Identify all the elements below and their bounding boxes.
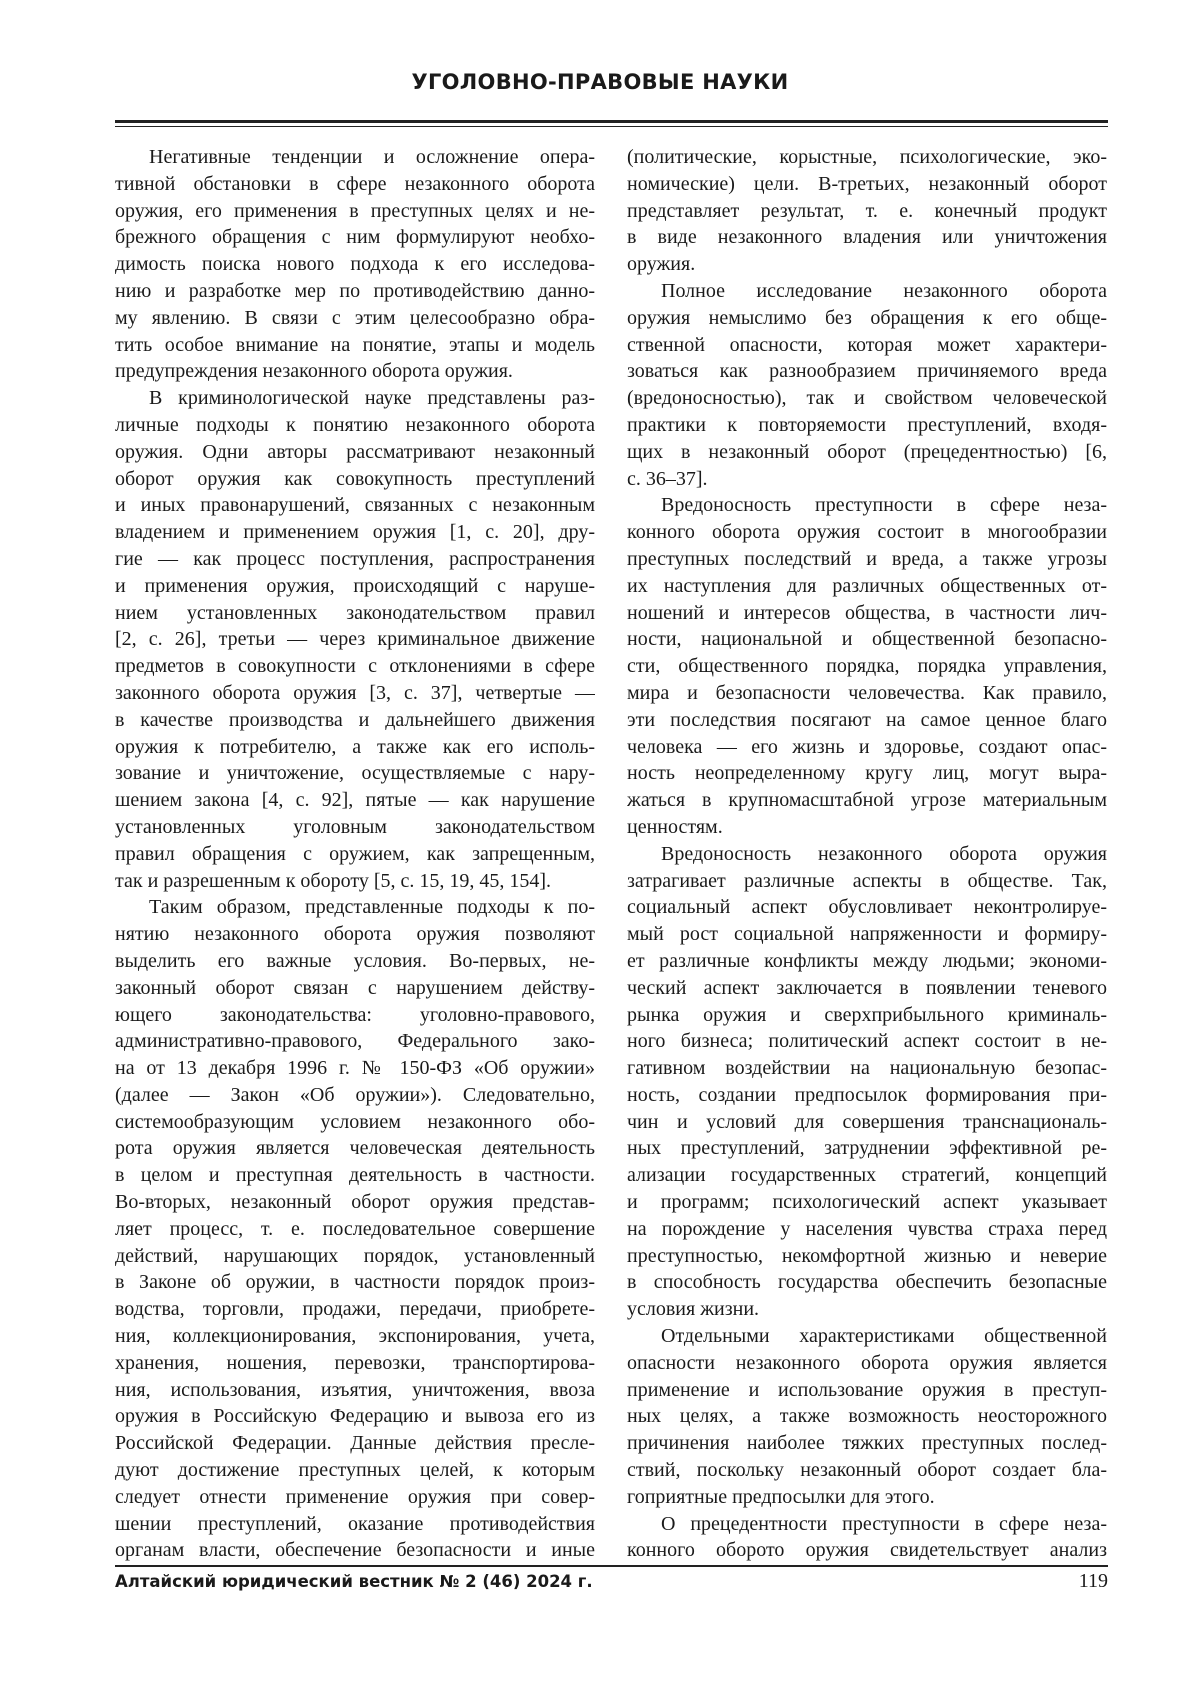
text-line: рынка оружия и сверхприбыльного криминаль- — [627, 1002, 1107, 1029]
text-line: оружия к потребителю, а также как его исполь- — [115, 734, 595, 761]
text-line: дуют достижение преступных целей, к которым — [115, 1457, 595, 1484]
text-line: применение и использование оружия в преступ- — [627, 1377, 1107, 1404]
footer-rule — [115, 1565, 1108, 1567]
text-line: их наступления для различных общественных от- — [627, 573, 1107, 600]
text-line: нию и разработке мер по противодействию данно- — [115, 278, 595, 305]
text-line: административно-правового, Федерального зако- — [115, 1028, 595, 1055]
paragraph — [115, 894, 595, 1564]
text-line: ляет процесс, т. е. последовательное совершение — [115, 1216, 595, 1243]
text-line: ственной опасности, которая может характери- — [627, 332, 1107, 359]
text-line: в способность государства обеспечить безопасные — [627, 1269, 1107, 1296]
text-line: правил обращения с оружием, как запрещенным, — [115, 841, 595, 868]
text-line: ния, коллекционирования, экспонирования, учета, — [115, 1323, 595, 1350]
text-line: Отдельными характеристиками общественной — [627, 1323, 1107, 1350]
text-line: зоваться как разнообразием причиняемого вреда — [627, 358, 1107, 385]
text-line: системообразующим условием незаконного обо- — [115, 1109, 595, 1136]
text-line: оружия. — [627, 251, 1107, 278]
text-line: и программ; психологический аспект указывает — [627, 1189, 1107, 1216]
text-line: и применения оружия, происходящий с наруше- — [115, 573, 595, 600]
text-column-left — [115, 144, 595, 1564]
text-line: хранения, ношения, перевозки, транспортирова- — [115, 1350, 595, 1377]
text-line: сти, общественного порядка, порядка управления, — [627, 653, 1107, 680]
text-line: и иных правонарушений, связанных с незаконным — [115, 492, 595, 519]
paragraph — [627, 492, 1107, 840]
text-line: Негативные тенденции и осложнение опера- — [115, 144, 595, 171]
text-line: тить особое внимание на понятие, этапы и модель — [115, 332, 595, 359]
text-line: ализации государственных стратегий, концепций — [627, 1162, 1107, 1189]
text-line: так и разрешенным к обороту [5, с. 15, 19, 45, 154]. — [115, 868, 595, 895]
text-line: ценностям. — [627, 814, 1107, 841]
paragraph — [627, 144, 1107, 278]
text-line: следует отнести применение оружия при совер- — [115, 1484, 595, 1511]
text-line: ности, национальной и общественной безопасно- — [627, 626, 1107, 653]
text-line: гоприятные предпосылки для этого. — [627, 1484, 1107, 1511]
text-line: законного оборота оружия [3, с. 37], четвертые — — [115, 680, 595, 707]
text-line: Вредоносность незаконного оборота оружия — [627, 841, 1107, 868]
text-line: органам власти, обеспечение безопасности и иные — [115, 1537, 595, 1564]
text-line: жаться в крупномасштабной угрозе материальным — [627, 787, 1107, 814]
text-line: на порождение у населения чувства страха перед — [627, 1216, 1107, 1243]
text-line: оружия немыслимо без обращения к его обще- — [627, 305, 1107, 332]
text-line: преступностью, некомфортной жизнью и неверие — [627, 1243, 1107, 1270]
text-line: оружия, его применения в преступных целях и не- — [115, 198, 595, 225]
text-line: причинения наиболее тяжких преступных послед- — [627, 1430, 1107, 1457]
text-line: шением закона [4, с. 92], пятые — как нарушение — [115, 787, 595, 814]
text-line: ющего законодательства: уголовно-правового, — [115, 1002, 595, 1029]
text-line: ческий аспект заключается в появлении теневого — [627, 975, 1107, 1002]
text-line: личные подходы к понятию незаконного оборота — [115, 412, 595, 439]
text-line: гие — как процесс поступления, распространения — [115, 546, 595, 573]
text-line: (далее — Закон «Об оружии»). Следовательно, — [115, 1082, 595, 1109]
text-line: в целом и преступная деятельность в частности. — [115, 1162, 595, 1189]
text-line: му явлению. В связи с этим целесообразно обра- — [115, 305, 595, 332]
text-line: зование и уничтожение, осуществляемые с нару- — [115, 760, 595, 787]
text-line: законный оборот связан с нарушением действу- — [115, 975, 595, 1002]
text-line: в виде незаконного владения или уничтожения — [627, 224, 1107, 251]
text-line: опасности незаконного оборота оружия является — [627, 1350, 1107, 1377]
text-line: в качестве производства и дальнейшего движения — [115, 707, 595, 734]
text-line: В криминологической науке представлены раз- — [115, 385, 595, 412]
text-line: оружия. Одни авторы рассматривают незаконный — [115, 439, 595, 466]
text-line: тивной обстановки в сфере незаконного оборота — [115, 171, 595, 198]
text-line: преступных последствий и вреда, а также угрозы — [627, 546, 1107, 573]
paragraph — [627, 841, 1107, 1323]
text-line: Полное исследование незаконного оборота — [627, 278, 1107, 305]
text-column-right — [627, 144, 1107, 1564]
journal-title: Алтайский юридический вестник № 2 (46) 2024 г. — [115, 1572, 593, 1591]
header-double-rule — [115, 120, 1108, 127]
text-line: ных преступлений, затруднении эффективной ре- — [627, 1135, 1107, 1162]
text-line: на от 13 декабря 1996 г. № 150-ФЗ «Об оружии» — [115, 1055, 595, 1082]
paragraph — [115, 385, 595, 894]
page-number: 119 — [1079, 1570, 1108, 1593]
text-line: ствий, поскольку незаконный оборот создает бла- — [627, 1457, 1107, 1484]
text-line: нием установленных законодательством правил — [115, 600, 595, 627]
text-line: условия жизни. — [627, 1296, 1107, 1323]
text-line: человека — его жизнь и здоровье, создают опас- — [627, 734, 1107, 761]
text-line: установленных уголовным законодательством — [115, 814, 595, 841]
text-line: водства, торговли, продажи, передачи, приобрете- — [115, 1296, 595, 1323]
text-line: затрагивает различные аспекты в обществе. Так, — [627, 868, 1107, 895]
text-line: ет различные конфликты между людьми; экономи- — [627, 948, 1107, 975]
text-line: мый рост социальной напряженности и формиру- — [627, 921, 1107, 948]
text-line: Во-вторых, незаконный оборот оружия представ- — [115, 1189, 595, 1216]
paragraph — [627, 1323, 1107, 1511]
text-line: оружия в Российскую Федерацию и вывоза его из — [115, 1403, 595, 1430]
text-line: рота оружия является человеческая деятельность — [115, 1135, 595, 1162]
paragraph — [627, 278, 1107, 492]
text-line: [2, с. 26], третьи — через криминальное движение — [115, 626, 595, 653]
text-line: Вредоносность преступности в сфере неза- — [627, 492, 1107, 519]
text-line: с. 36–37]. — [627, 466, 1107, 493]
text-line: Таким образом, представленные подходы к по- — [115, 894, 595, 921]
text-line: брежного обращения с ним формулируют необхо- — [115, 224, 595, 251]
text-line: О прецедентности преступности в сфере неза- — [627, 1511, 1107, 1538]
text-line: в Законе об оружии, в частности порядок произ- — [115, 1269, 595, 1296]
text-line: ность, создании предпосылок формирования при- — [627, 1082, 1107, 1109]
text-line: эти последствия посягают на самое ценное благо — [627, 707, 1107, 734]
text-line: нятию незаконного оборота оружия позволяют — [115, 921, 595, 948]
text-line: предупреждения незаконного оборота оружия. — [115, 358, 595, 385]
text-line: димость поиска нового подхода к его исследова- — [115, 251, 595, 278]
text-line: гативном воздействии на национальную безопас- — [627, 1055, 1107, 1082]
text-line: шении преступлений, оказание противодействия — [115, 1511, 595, 1538]
text-line: выделить его важные условия. Во-первых, не- — [115, 948, 595, 975]
text-line: (политические, корыстные, психологические, эко- — [627, 144, 1107, 171]
text-line: владением и применением оружия [1, с. 20], дру- — [115, 519, 595, 546]
text-line: номические) цели. В-третьих, незаконный оборот — [627, 171, 1107, 198]
text-line: ношений и интересов общества, в частности лич- — [627, 600, 1107, 627]
text-line: ность неопределенному кругу лиц, могут выра- — [627, 760, 1107, 787]
text-line: действий, нарушающих порядок, установленный — [115, 1243, 595, 1270]
text-line: Российской Федерации. Данные действия пресле- — [115, 1430, 595, 1457]
text-line: мира и безопасности человечества. Как правило, — [627, 680, 1107, 707]
text-line: чин и условий для совершения транснациональ- — [627, 1109, 1107, 1136]
text-line: (вредоносностью), так и свойством человеческой — [627, 385, 1107, 412]
text-line: социальный аспект обусловливает неконтролируе- — [627, 894, 1107, 921]
text-line: конного оборота оружия состоит в многообразии — [627, 519, 1107, 546]
text-line: ния, использования, изъятия, уничтожения, ввоза — [115, 1377, 595, 1404]
text-line: ного бизнеса; политический аспект состоит в не- — [627, 1028, 1107, 1055]
paragraph — [627, 1511, 1107, 1565]
text-line: предметов в совокупности с отклонениями в сфере — [115, 653, 595, 680]
text-line: щих в незаконный оборот (прецедентностью) [6, — [627, 439, 1107, 466]
text-line: представляет результат, т. е. конечный продукт — [627, 198, 1107, 225]
text-line: оборот оружия как совокупность преступлений — [115, 466, 595, 493]
text-line: конного оборото оружия свидетельствует анализ — [627, 1537, 1107, 1564]
text-line: практики к повторяемости преступлений, входя- — [627, 412, 1107, 439]
text-line: ных целях, а также возможность неосторожного — [627, 1403, 1107, 1430]
paragraph — [115, 144, 595, 385]
section-title: УГОЛОВНО-ПРАВОВЫЕ НАУКИ — [0, 70, 1200, 94]
